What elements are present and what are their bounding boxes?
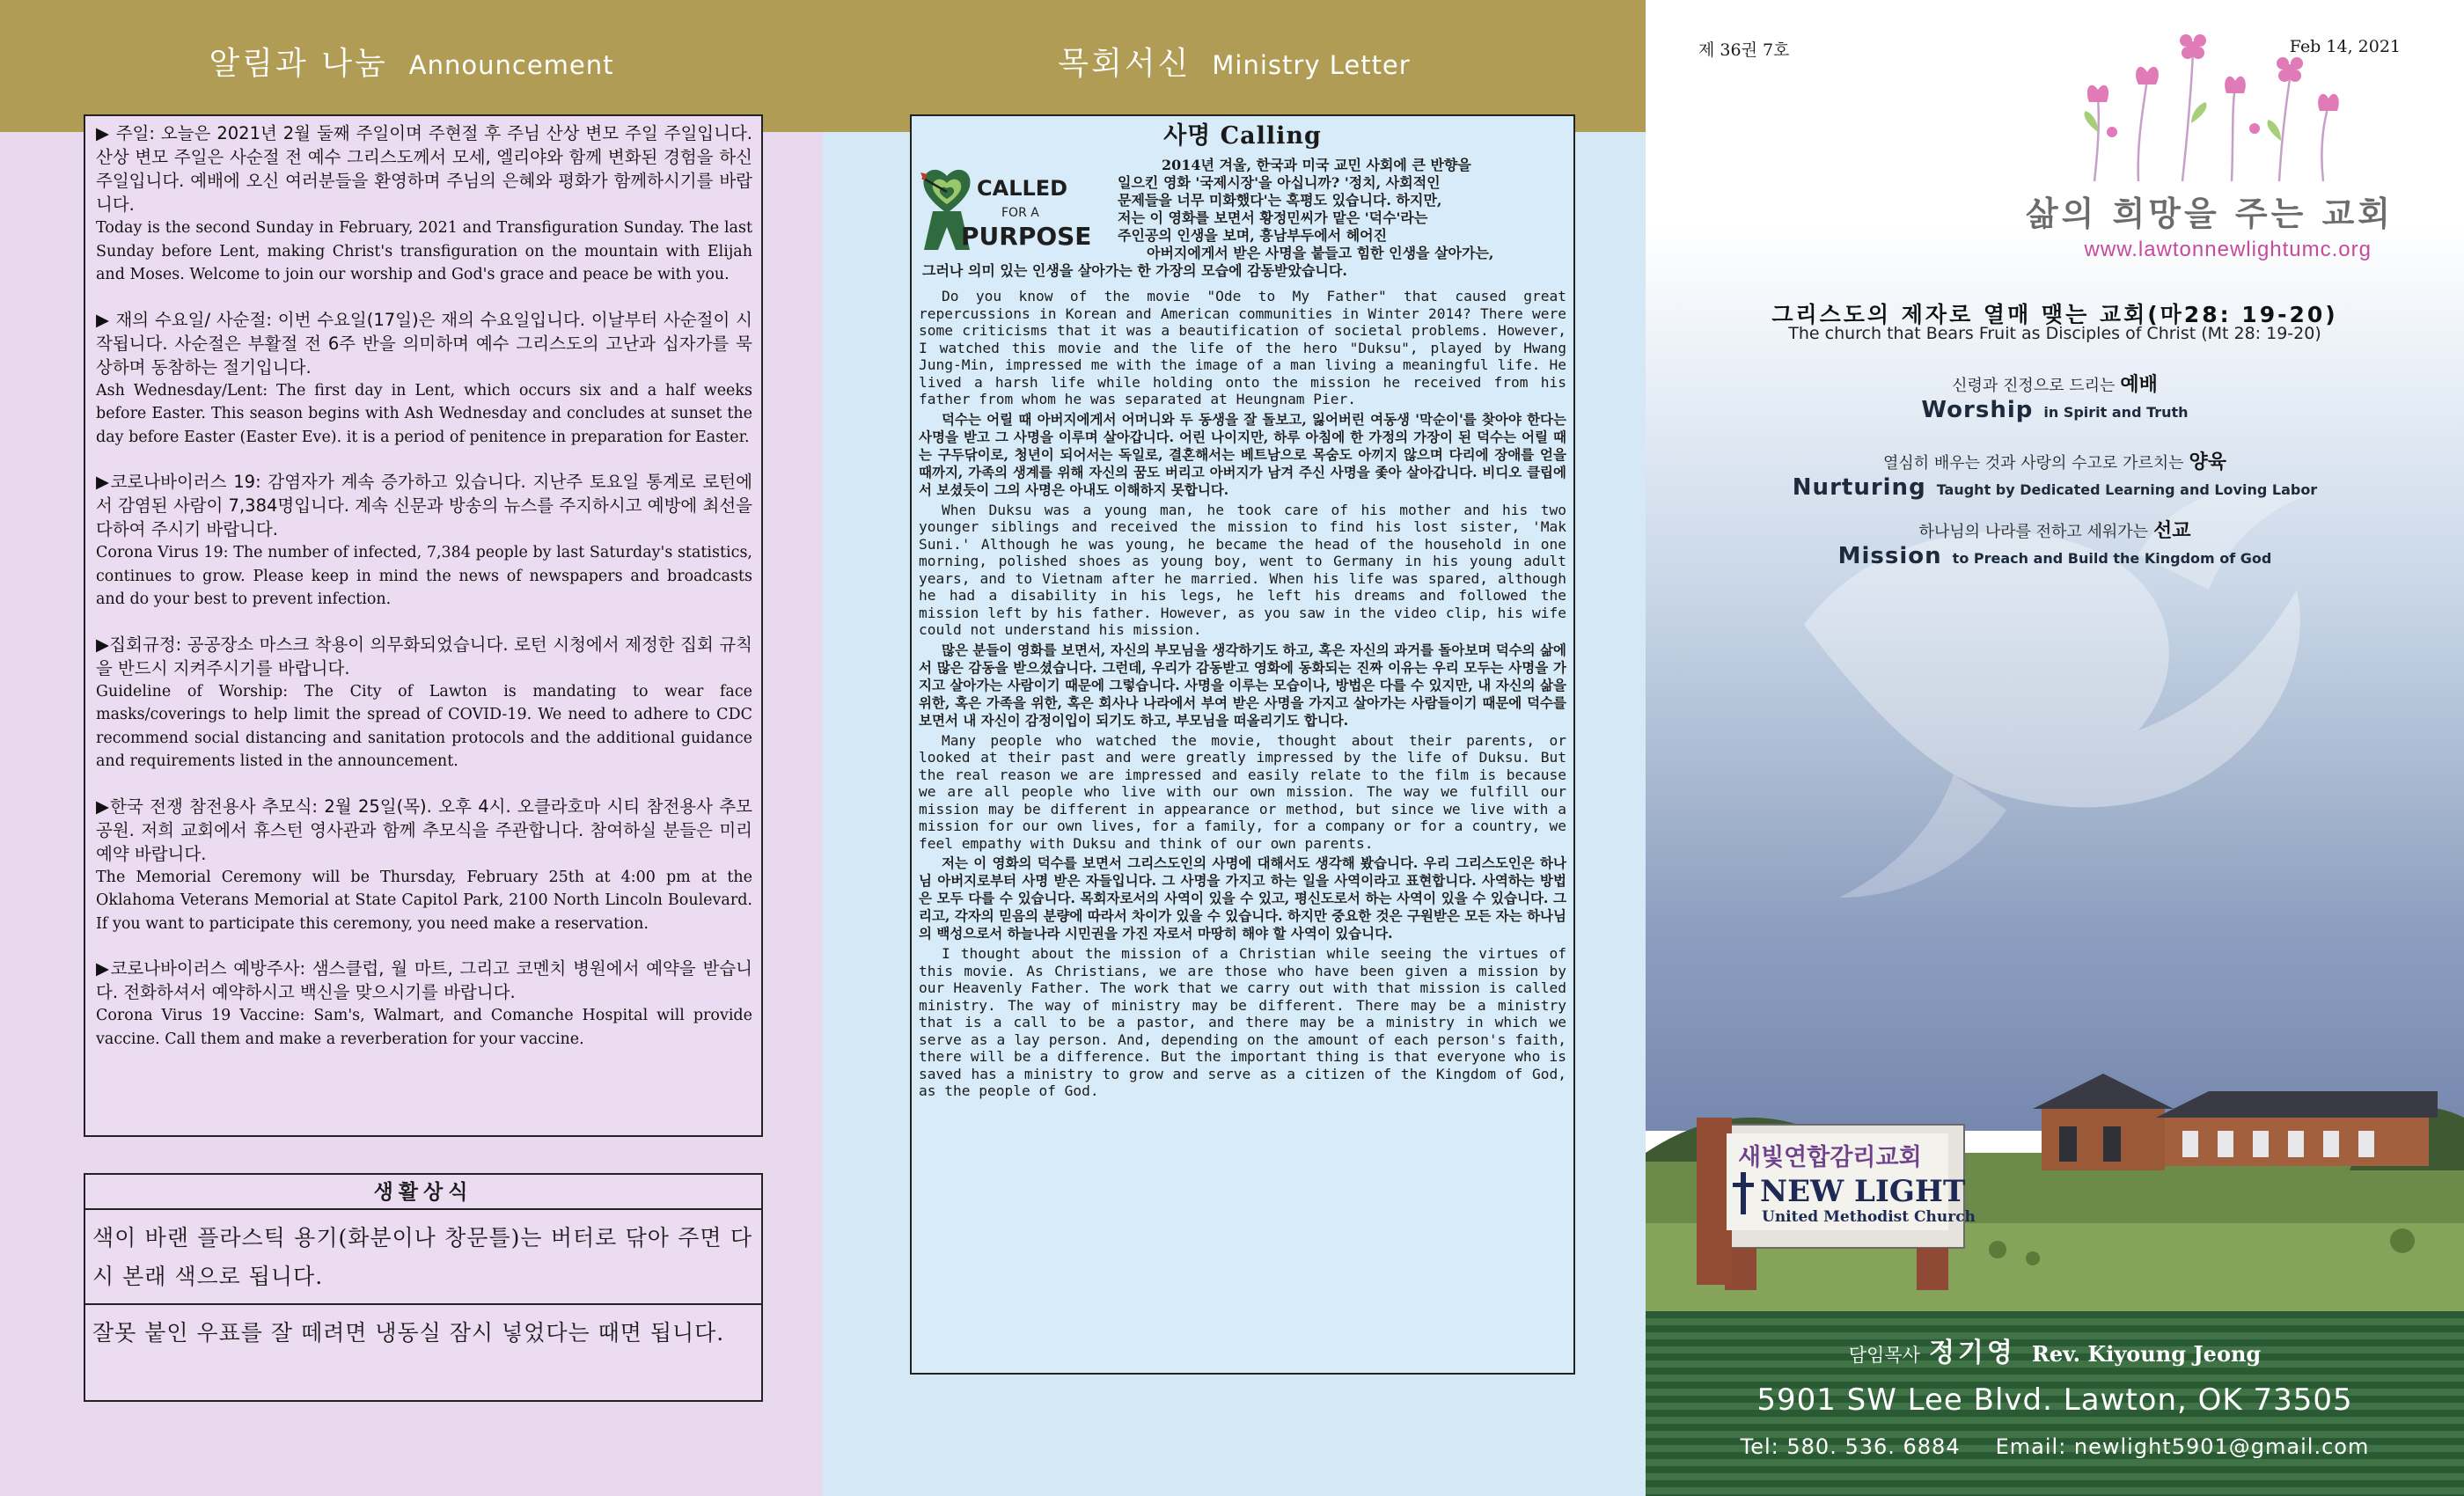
announcement-header xyxy=(0,39,823,84)
mission-ko-desc: 열심히 배우는 것과 사랑의 수고로 가르치는 xyxy=(1882,454,2184,473)
dove-icon xyxy=(1646,334,2464,968)
intro-line: 그러나 의미 있는 인생을 살아가는 한 가장의 모습에 감동받았습니다. xyxy=(922,262,1347,279)
letter-intro-text xyxy=(922,157,1570,280)
mission-mission xyxy=(1646,516,2464,569)
announcement-en: Today is the second Sunday in February, 2021 and Transfiguration Sunday. The last Sunday before Lent, making Christ's transfiguration on the mountain with Elijah and Moses. Welcome to join our worship and God's grace and peace be with you. xyxy=(96,219,752,283)
mission-en-word: Worship xyxy=(1921,397,2034,423)
church-website: www.lawtonnewlightumc.org xyxy=(2084,238,2372,261)
mission-ko-word: 예배 xyxy=(2120,374,2158,396)
announcement-en: Ash Wednesday/Lent: The first day in Lent, which occurs six and a half weeks before Easter. This season begins with Ash Wednesday and concludes at sunset the day before Easter (Easter Eve). it is a period of penitence in preparation for Easter. xyxy=(96,381,752,446)
mission-ko-desc: 신령과 진정으로 드리는 xyxy=(1952,377,2116,395)
announcement-ko: ▶코로나바이러스 19: 감염자가 계속 증가하고 있습니다. 지난주 토요일 통계로 로턴에서 감염된 사람이 7,384명입니다. 계속 신문과 방송의 뉴스를 주지하시고 예방에 최선을 다하여 주시기 바랍니다. xyxy=(96,472,752,539)
intro-line: 문제들을 너무 미화했다'는 혹평도 있습니다. 하지만, xyxy=(1118,192,1442,209)
logo-line3: PURPOSE xyxy=(961,222,1092,251)
intro-line: 저는 이 영화를 보면서 황정민씨가 맡은 '덕수'라는 xyxy=(1118,209,1428,226)
letter-paragraph-en: Many people who watched the movie, thought about their parents, or looked at their past and were greatly impressed by the life of Duksu. But the real reason we are impressed and easily relate to the film is because we are all people who live with our own mission. The way we fulfill our mission may be different in appearance or method, but since we live with a mission for our own lives, for a family, for a company or for a country, we feel empathy with Duksu and think of our own parents. xyxy=(919,731,1566,852)
announcement-item xyxy=(96,633,752,774)
letter-paragraph-en: I thought about the mission of a Christian while seeing the virtues of this movie. As Christians, we are those who have been given a mission by our Heavenly Father. The work that we carry out with that mission is called ministry. The way of ministry may be different. There may be a ministry that is a call to be a pastor, and there may be a ministry in which we serve as a lay person. And, depending on the amount of each person's faith, there will be a difference. But the important thing is that everyone who is saved has a ministry to grow and serve as a citizen of the Kingdom of God, as the people of God. xyxy=(919,945,1566,1099)
ministry-letter-panel xyxy=(823,0,1646,1496)
announcement-ko: ▶집회규정: 공공장소 마스크 착용이 의무화되었습니다. 로턴 시청에서 제정한 집회 규칙을 반드시 지켜주시기를 바랍니다. xyxy=(96,634,752,678)
mission-en-desc: in Spirit and Truth xyxy=(2043,404,2189,421)
pastor-name-en: Rev. Kiyoung Jeong xyxy=(2031,1341,2262,1367)
announcement-title-en: Announcement xyxy=(408,50,614,80)
issue-date: Feb 14, 2021 xyxy=(2289,37,2401,56)
church-vision-en: The church that Bears Fruit as Disciples of Christ (Mt 28: 19-20) xyxy=(1788,324,2321,343)
church-photo xyxy=(1646,1021,2464,1316)
church-vision-ko: 그리스도의 제자로 열매 맺는 교회(마28: 19-20) xyxy=(1771,302,2338,327)
cover-panel xyxy=(1646,0,2464,1496)
letter-paragraph-ko: 덕수는 어릴 때 아버지에게서 어머니와 두 동생을 잘 돌보고, 잃어버린 여동생 '막순이'를 찾아야 한다는 사명을 받고 그 사명을 이루며 살아갑니다. 어린 나이지만, 하루 아침에 한 가정의 가장이 된 덕수는 어릴 때는 구두닦이로, 청년이 되어서는 독일로, 결혼해서는 베트남으로 목숨도 아끼지 않으며 다리에 장애를 얻을 때까지, 가족의 생계를 위해 자신의 꿈도 버리고 아버지가 남겨 주신 사명을 좇아 살아갑니다. 비디오 클립에서 보셨듯이 그의 사명은 아내도 이해하지 못합니다. xyxy=(919,410,1566,498)
life-tip: 잘못 붙인 우표를 잘 떼려면 냉동실 잠시 넣었다는 때면 됩니다. xyxy=(92,1320,725,1346)
mission-ko-desc: 하나님의 나라를 전하고 세워가는 xyxy=(1918,523,2149,541)
sign-text-en2: United Methodist Church xyxy=(1762,1208,1976,1226)
logo-line1: CALLED xyxy=(977,176,1068,201)
church-phone: Tel: 580. 536. 6884 xyxy=(1740,1434,1961,1459)
announcement-item xyxy=(96,957,752,1051)
mission-en-word: Mission xyxy=(1837,543,1942,569)
intro-line: 일으킨 영화 '국제시장'을 아십니까? '정치, 사회적인 xyxy=(1118,174,1441,191)
announcement-ko: ▶ 재의 수요일/ 사순절: 이번 수요일(17일)은 재의 수요일입니다. 이날부터 사순절이 시작됩니다. 사순절은 부활절 전 6주 반을 의미하며 예수 그리스도의 고난과 십자가를 묵상하며 동참하는 절기입니다. xyxy=(96,309,752,378)
mission-en-desc: Taught by Dedicated Learning and Loving Labor xyxy=(1936,481,2318,498)
announcement-item xyxy=(96,308,752,450)
church-email: Email: newlight5901@gmail.com xyxy=(1995,1434,2370,1459)
intro-line: 아버지에게서 받은 사명을 붙들고 힘한 인생을 살아가는, xyxy=(1147,245,1494,261)
ministry-title-ko: 목회서신 xyxy=(1058,46,1192,82)
mission-worship xyxy=(1646,370,2464,423)
life-tip: 색이 바랜 플라스틱 용기(화분이나 창문틀)는 버터로 닦아 주면 다시 본래 색으로 됩니다. xyxy=(92,1225,752,1289)
mission-ko-word: 선교 xyxy=(2153,520,2191,542)
announcement-ko: ▶ 주일: 오늘은 2021년 2월 둘째 주일이며 주현절 후 주님 산상 변모 주일 주일입니다. 산상 변모 주일은 사순절 전 예수 그리스도께서 모세, 엘리야와 함께 변화된 경험을 하신 주일입니다. 예배에 오신 여러분들을 환영하며 주님의 은혜와 평화가 함께하시기를 바랍니다. xyxy=(96,123,752,215)
life-tips-title: 생활상식 xyxy=(85,1175,761,1210)
ministry-letter-box xyxy=(910,114,1575,1375)
announcement-en: The Memorial Ceremony will be Thursday, February 25th at 4:00 pm at the Oklahoma Veterans Memorial at State Capitol Park, 2100 North Lincoln Boulevard. If you want to participate this ceremony, you need make a reservation. xyxy=(96,868,752,933)
mission-nurturing xyxy=(1646,447,2464,501)
announcement-panel xyxy=(0,0,823,1496)
life-tips-box xyxy=(84,1173,763,1402)
announcement-item xyxy=(96,795,752,936)
church-motto: 삶의 희망을 주는 교회 xyxy=(2025,194,2394,233)
letter-paragraph-ko: 많은 분들이 영화를 보면서, 자신의 부모님을 생각하기도 하고, 혹은 자신의 과거를 돌아보며 덕수의 삶에서 많은 감동을 받으셨습니다. 그런데, 우리가 감동받고 영화에 동화되는 진짜 이유는 우리 모두는 사명을 가지고 살아가는 사람이기 때문에 그렇습니다. 사명을 이루는 모습이나, 방법은 다를 수 있지만, 내 자신의 삶을 위한, 혹은 가족을 위한, 혹은 회사나 나라에서 부여 받은 사명을 가지고 살아가는 사람들이기 때문에 덕수를 보면서 내 자신이 감정이입이 되기도 하고, 부모님을 떠올리기도 합니다. xyxy=(919,641,1566,729)
announcement-en: Guideline of Worship: The City of Lawton is mandating to wear face masks/coverings to help limit the spread of COVID-19. We need to adhere to CDC recommend social distancing and sanitation protocols and the additional guidance and requirements listed in the announcement. xyxy=(96,682,752,770)
announcement-ko: ▶코로나바이러스 예방주사: 샘스클럽, 월 마트, 그리고 코멘치 병원에서 예약을 받습니다. 전화하셔서 예약하시고 백신을 맞으시기를 바랍니다. xyxy=(96,958,752,1002)
mission-en-desc: to Preach and Build the Kingdom of God xyxy=(1952,550,2272,567)
announcement-item xyxy=(96,470,752,612)
pastor-label: 담임목사 xyxy=(1848,1345,1920,1366)
church-address: 5901 SW Lee Blvd. Lawton, OK 73505 xyxy=(1756,1382,2353,1418)
mission-en-word: Nurturing xyxy=(1792,474,1926,501)
announcement-en: Corona Virus 19 Vaccine: Sam's, Walmart, and Comanche Hospital will provide vaccine. Call them and make a reverberation for your vaccine. xyxy=(96,1007,752,1048)
ministry-header xyxy=(823,39,1646,84)
sign-text-en1: NEW LIGHT xyxy=(1760,1174,1966,1209)
announcement-ko: ▶한국 전쟁 참전용사 추모식: 2월 25일(목). 오후 4시. 오클라호마 시티 참전용사 추모 공원. 저희 교회에서 휴스턴 영사관과 함께 추모식을 주관합니다. 참여하실 분들은 미리 예약 바랍니다. xyxy=(96,796,752,864)
intro-line: 주인공의 인생을 보며, 흥남부두에서 헤어진 xyxy=(1118,227,1388,244)
issue-volume: 제 36권 7호 xyxy=(1698,40,1790,60)
ministry-header-band xyxy=(823,0,1646,132)
announcement-title-ko: 알림과 나눔 xyxy=(209,46,388,82)
mission-ko-word: 양육 xyxy=(2189,451,2227,473)
pastor-line xyxy=(1646,1331,2464,1369)
ministry-title-en: Ministry Letter xyxy=(1212,50,1411,80)
letter-intro xyxy=(919,153,1566,285)
letter-paragraph-en: Do you know of the movie "Ode to My Father" that caused great repercussions in Korean and American communities in Winter 2014? There were some criticisms that it was a beautification of societal problems. However, I watched this movie and the life of the hero "Duksu", played by Hwang Jung-Min, impressed me with the image of a man living a meaningful life. He lived a harsh life while holding onto the mission he received from his father from whom he was separated at Heungnam Pier. xyxy=(919,288,1566,407)
letter-paragraph-ko: 저는 이 영화의 덕수를 보면서 그리스도인의 사명에 대해서도 생각해 봤습니다. 우리 그리스도인은 하나님 아버지로부터 사명 받은 자들입니다. 그 사명을 가지고 하는 일을 사역이라고 표현합니다. 사역하는 방법은 모두 다를 수 있습니다. 목회자로서의 사역이 있을 수 있고, 평신도로서 하는 사역이 있을 수 있습니다. 그리고, 각자의 믿음의 분량에 따라서 차이가 있을 수 있습니다. 하지만 중요한 것은 구원받은 모든 자는 하나님의 백성으로서 하늘나라 시민권을 가진 자로서 마땅히 해야 할 사역이 있습니다. xyxy=(919,854,1566,942)
pastor-name-ko: 정기영 xyxy=(1928,1338,2016,1368)
church-contact xyxy=(1646,1434,2464,1459)
announcement-header-band xyxy=(0,0,823,132)
letter-heading: 사명 Calling xyxy=(1163,122,1322,150)
announcement-item xyxy=(96,121,752,287)
announcement-en: Corona Virus 19: The number of infected, 7,384 people by last Saturday's statistics, continues to grow. Please keep in mind the news of newspapers and broadcasts and do your best to prevent infection. xyxy=(96,544,752,608)
logo-line2: FOR A xyxy=(1001,206,1039,220)
flowers-illustration xyxy=(2059,26,2358,185)
intro-line: 2014년 겨울, 한국과 미국 교민 사회에 큰 반향을 xyxy=(1162,157,1471,173)
announcement-box xyxy=(84,114,763,1137)
sign-text-ko: 새빛연합감리교회 xyxy=(1738,1144,1922,1171)
letter-paragraph-en: When Duksu was a young man, he took care of his mother and his two younger siblings and received the mission to find his lost sister, 'Mak Suni.' Although he was young, he became the head of the household in one morning, polished shoes as young boy, went to Germany in his young adult years, and to Vietnam after he married. When his life was spared, although he had a disability in his legs, he left his dreams and followed the mission left by his father. However, as you saw in the video clip, his wife could not understand his mission. xyxy=(919,501,1566,638)
